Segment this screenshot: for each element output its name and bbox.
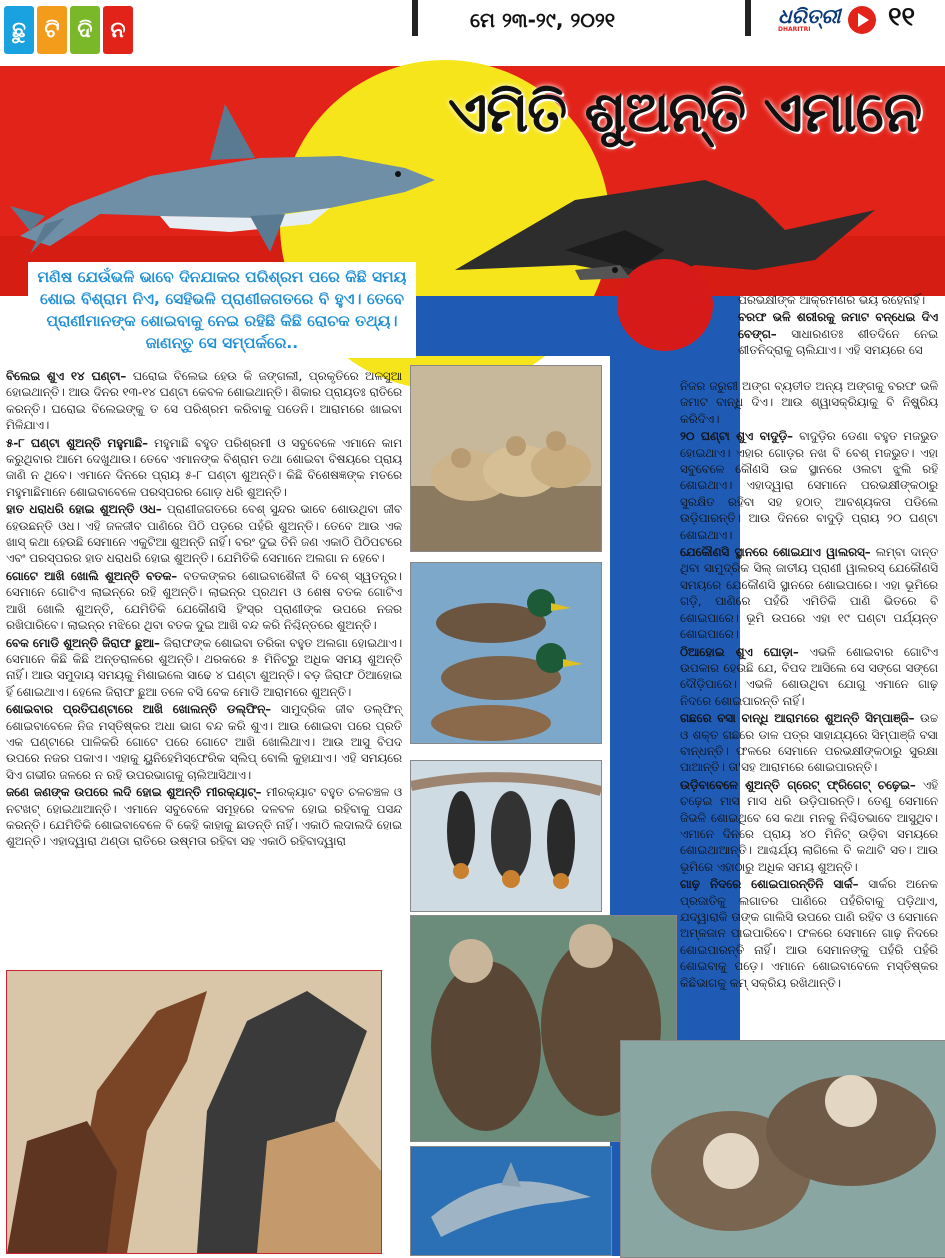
brand-logo xyxy=(778,4,840,33)
paragraph-heading: ବେକ ମୋଡି ଶୁଅନ୍ତି ଜିରାଫ ଛୁଆ– xyxy=(6,635,160,650)
shark-illustration xyxy=(10,96,440,256)
article-paragraph xyxy=(6,568,402,634)
article-paragraph xyxy=(680,644,938,710)
headline: ଏମିତି ଶୁଅନ୍ତି ଏମାନେ xyxy=(448,80,922,145)
paragraph-heading: ଶୋଇବାର ପ୍ରତିଘଣ୍ଟାରେ ଆଖି ଖୋଲନ୍ତି ଡଲ୍‌ଫିନ୍– xyxy=(6,702,272,717)
section-tile: ଛୁ xyxy=(4,6,34,54)
article-paragraph xyxy=(680,428,938,543)
article-paragraph xyxy=(6,784,402,850)
paragraph-text: ସାଧାରଣତଃ ଶୀତଦିନେ ନେଇ ଶୀତନିଦ୍ରାକୁ ଚାଲିଯାଏ। ଏହି ସମୟରେ ସେ xyxy=(738,326,938,358)
paragraph-text: ପ୍ରାଣୀଜଗତରେ ବେଶ୍ ସୁନ୍ଦର ଭାବେ ଶୋଉଥିବା ଜୀବ ହେଉଛନ୍ତି ଓଧ। ଏହି ଜଳଜୀବ ପାଣିରେ ପିଠି ପଡ଼ରେ ପହଁରି ଶୁଅନ୍ତି। ତେବେ ଆଉ ଏକ ଖାସ୍ କଥା ହେଉଛି ସେମାନେ ଏକୁଟିଆ ଶୁଅନ୍ତି ନାହିଁ। ବରଂ ଦୁଇ ତିନି ଜଣ ଏକାଠି ପିଠିପଟରେ ଏବଂ ପରସ୍ପରର ହାତ ଧରାଧରି ହୋଇ ଶୁଅନ୍ତି। ଯେମିତିକି ସେମାନେ ଅଲଗା ନ ହେବେ। xyxy=(6,502,402,566)
paragraph-heading: ବିଲେଇ ଶୁଏ ୧୪ ଘଣ୍ଟା– xyxy=(6,369,127,383)
paragraph-text: ବାଦୁଡ଼ିର ଡେଣା ବହୁତ ମଜଭୁତ ହୋଇଥାଏ। ଏହାର ଗୋଡ଼ର ନଖ ବି ବେଶ୍ ମଜଭୁତ। ଏହା ସବୁବେଳେ କୌଣସି ଉଚ୍ଚ ସ୍ଥାନରେ ଓଲଟା ଝୁଲି ରହି ଶୋଇଥାଏ। ଏହାଦ୍ୱାରା ସେମାନେ ପରଭକ୍ଷୀଙ୍କଠାରୁ ସୁରକ୍ଷିତ ରହିବା ସହ ହଠାତ୍ ଆବଶ୍ୟକତା ପଡିଲେ ଉଡ଼ିପାରନ୍ତି। ଆଉ ଦିନରେ ବାଦୁଡ଼ି ପ୍ରାୟ ୨୦ ଘଣ୍ଟା ଶୋଇଥାଏ। xyxy=(680,429,938,542)
horses-photo xyxy=(6,970,382,1254)
paragraph-text: ନିଜର ଜରୁରୀ ଅଙ୍ଗ ବ୍ୟତୀତ ଅନ୍ୟ ଅଙ୍ଗକୁ ବରଫ ଭଳି ଜମାଟ ବାନ୍ଧି ଦିଏ। ଆଉ ଶ୍ୱାସକ୍ରିୟାକୁ ବି ନିଷ୍କ୍ରିୟ କରିଦିଏ। xyxy=(680,379,938,426)
section-tile: ଦି xyxy=(70,6,100,54)
paragraph-heading: ୫-୮ ଘଣ୍ଟା ଶୁଅନ୍ତି ମହୁମାଛି– xyxy=(6,435,148,450)
intro-blurb: ମଣିଷ ଯେଉଁଭଳି ଭାବେ ଦିନଯାକର ପରିଶ୍ରମ ପରେ କିଛି ସମୟ ଶୋଇ ବିଶ୍ରାମ ନିଏ, ସେହିଭଳି ପ୍ରାଣୀଜଗତରେ ବି ହୁଏ। ତେବେ ପ୍ରାଣୀମାନଙ୍କ ଶୋଇବାକୁ ନେଇ ରହିଛି କିଛି ରୋଚକ ତଥ୍ୟ। ଜାଣନ୍ତୁ ସେ ସମ୍ପର୍କରେ.. xyxy=(28,262,416,358)
paragraph-text: ଜିରାଫଙ୍କ ଶୋଇବା ତରିକା ବହୁତ ଅଲଗା ହୋଇଥାଏ। ସେମାନେ କିଛି କିଛି ଅନ୍ତରାଳରେ ଶୁଅନ୍ତି। ଥରକରେ ୫ ମିନିଟ୍‌ରୁ ଅଧିକ ସମୟ ଶୁଅନ୍ତି ନାହିଁ। ଆଉ ସମୁଦାୟ ସମୟକୁ ମିଶାଇଲେ ସାଢେ ୪ ଘଣ୍ଟା ଶୁଅନ୍ତି। ବଡ଼ ଜିରାଫ ଠିଆହୋଇ ହିଁ ଶୋଇଥାଏ। ହେଲେ ଜିରାଫ ଛୁଆ ତଳେ ବସି ବେକ ମୋଡି ଆରାମରେ ଶୁଅନ୍ତି। xyxy=(6,635,402,699)
paragraph-heading: ହାତ ଧରାଧରି ହୋଇ ଶୁଅନ୍ତି ଓଧ– xyxy=(6,502,162,517)
paragraph-heading: ଯେକୌଣସି ସ୍ଥାନରେ ଶୋଇଯାଏ ୱାଲରସ୍– xyxy=(680,545,871,560)
paragraph-heading: ବରଫ ଭଳି ଶରୀରକୁ ଜମାଟ ବନ୍ଧେଇ ଦିଏ ବେଙ୍ଗ– xyxy=(738,310,938,341)
paragraph-text: ସାର୍କର ଅନେକ ପ୍ରଜାତିକୁ ଲଗାତର ପାଣିରେ ପହଁରିବାକୁ ପଡ଼ିଥାଏ, ଯଦ୍ୱାରାକି ତାଙ୍କ ଗାଲିସି ଉପରେ ପାଣି ରହିବ ଓ ସେମାନେ ଅମ୍ଳଜାନ ପାଇପାରିବେ। ଫଳରେ ସେମାନେ ଗାଢ଼ ନିଦରେ ଶୋଇପାରନ୍ତି ନାହିଁ। ଆଉ ସେମାନଙ୍କୁ ପହଁରି ପହଁରି ଶୋଇବାକୁ ପଡ଼େ। ଏମାନେ ଶୋଇବାବେଳେ ମସ୍ତିଷ୍କର କିଛିଭାଗକୁ କମ୍ ସକ୍ରିୟ ରଖିଥାନ୍ତି। xyxy=(680,877,938,990)
article-paragraph xyxy=(6,368,402,434)
paragraph-text: ବତକଙ୍କର ଶୋଇବାଶୈଳୀ ବି ବେଶ୍ ସ୍ୱତନ୍ତ୍ର। ସେମାନେ ଗୋଟିଏ ଲାଇନ୍‌ରେ ରହି ଶୁଅନ୍ତି। ଲାଇନ୍‌ର ପ୍ରଥମ ଓ ଶେଷ ବତକ ଗୋଟିଏ ଆଖି ଖୋଲି ଶୁଅନ୍ତି, ଯେମିତିକି ଯେକୌଣସି ହିଂସ୍ର ପ୍ରାଣୀଙ୍କ ଉପରେ ନଜର ରଖିପାରିବେ। ଲାଇନ୍‌ର ମଝିରେ ଥିବା ବତକ ଦୁଇ ଆଖି ବନ୍ଦ କରି ନିଶ୍ଚିନ୍ତରେ ଶୁଅନ୍ତି। xyxy=(6,568,402,633)
article-paragraph xyxy=(680,544,938,642)
paragraph-heading: ଗୋଟେ ଆଖି ଖୋଲି ଶୁଅନ୍ତି ବତକ– xyxy=(6,568,178,583)
paragraph-text: ଘରୋଇ ବିଲେଇ ହେଉ କି ଜଙ୍ଗଲୀ, ପ୍ରକୃତିରେ ଅଳସୁଆ ହୋଇଥାନ୍ତି। ଆଉ ଦିନର ୧୩-୧୪ ଘଣ୍ଟା କେବଳ ଶୋଇଥାନ୍ତି। ଶିକାର ପ୍ରାୟତଃ ରାତିରେ କରନ୍ତି। ଘରୋଇ ବିଲେଇଙ୍କୁ ତ ସେ ପରିଶ୍ରମ କରିବାକୁ ପଡେନି। ଆରାମରେ ଖାଇବା ମିଳିଯାଏ। xyxy=(6,369,402,433)
issue-date: ମେ ୨୩-୨୯, ୨୦୨୧ xyxy=(470,8,616,32)
otters-holding-photo xyxy=(620,1040,945,1258)
paragraph-text: ଏଭଳି ଶୋଇବାର ଗୋଟିଏ ଉପକାର ହେଉଛି ଯେ, ବିପଦ ଆସିଲେ ସେ ସଙ୍ଗେ ସଙ୍ଗେ ଦୌଡ଼ିପାରେ। ଏଭଳି ଶୋଉଥିବା ଯୋଗୁ ଏମାନେ ଗାଢ଼ ନିଦରେ ଶୋଇପାରନ୍ତି ନାହିଁ। xyxy=(680,644,939,708)
paragraph-text: ଉଚ୍ଚ ଓ ଶକ୍ତ ଗଛରେ ଡାଳ ପତ୍ର ସାହାଯ୍ୟରେ ସିମ୍ପାଞ୍ଜି ବସା ବାନ୍ଧନ୍ତି। ଫଳରେ ସେମାନେ ପରଭକ୍ଷୀଙ୍କଠାରୁ ସୁରକ୍ଷା ପାଆନ୍ତି। ତା'ସହ ଆରାମରେ ଶୋଇପାରନ୍ତି। xyxy=(680,711,938,775)
article-paragraph xyxy=(6,701,402,783)
article-paragraph xyxy=(680,378,938,427)
play-icon xyxy=(848,6,876,34)
section-title xyxy=(4,6,133,54)
section-tile: ନ xyxy=(103,6,133,54)
header-divider xyxy=(412,0,418,36)
article-paragraph xyxy=(680,876,938,991)
paragraph-heading: ଗଛରେ ବସା ବାନ୍ଧି ଆରାମରେ ଶୁଅନ୍ତି ସିମ୍ପାଞ୍ଜି– xyxy=(680,711,915,726)
header-divider xyxy=(745,0,751,36)
bats-photo xyxy=(410,760,602,912)
brand-sub: DHARITRI xyxy=(778,26,811,33)
paragraph-text: ଲମ୍ବା ଦାନ୍ତ ଥିବା ସାମୁଦ୍ରିକ ସିଲ୍ ଜାତୀୟ ପ୍ରାଣୀ ୱାଲରସ୍ ଯେକୌଣସି ସମୟରେ ଯେକୌଣସି ସ୍ଥାନରେ ଶୋଇପାରେ। ଏହା ଭୂମିରେ ଗଡ଼ି, ପାଣିରେ ପହଁରି ଏମିତିକି ପାଣି ଭିତରେ ବି ଶୋଇପାରେ। ଭୂମି ଉପରେ ଏହା ୧୯ ଘଣ୍ଟା ପର୍ଯ୍ୟନ୍ତ ଶୋଇପାରେ। xyxy=(680,545,938,642)
brand-name: ଧରିତ୍ରୀ xyxy=(778,4,841,28)
right-article-column xyxy=(680,378,938,992)
page-number: ୧୧ xyxy=(888,2,916,32)
article-paragraph xyxy=(6,435,402,501)
left-article-column xyxy=(6,368,402,851)
paragraph-heading: ୨୦ ଘଣ୍ଟା ଶୁଏ ବାଦୁଡ଼ି– xyxy=(680,429,794,444)
paragraph-heading: ଗାଢ଼ ନିଦରେ ଶୋଇପାରନ୍ତିନି ସାର୍କ– xyxy=(680,877,859,892)
dolphin-photo xyxy=(410,1146,612,1256)
article-paragraph xyxy=(6,635,402,701)
paragraph-text: ମହୁମାଛି ବହୁତ ପରିଶ୍ରମୀ ଓ ସବୁବେଳେ ଏମାନେ କାମ କରୁଥିବାର ଆମେ ଦେଖୁଥାଉ। ତେବେ ଏମାନଙ୍କ ବିଶ୍ରାମ ତଥା ଶୋଇବା ବିଷୟରେ ପ୍ରାୟ ଜାଣି ନ ଥିବେ। ଏମାନେ ଦିନରେ ପ୍ରାୟ ୫-୮ ଘଣ୍ଟା ଶୁଅନ୍ତି। କିଛି ବିଶେଷଜ୍ଞଙ୍କ ମତରେ ମହୁମାଛିମାନେ ଶୋଇବାବେଳେ ପରସ୍ପରର ଗୋଡ଼ ଧରି ଶୁଅନ୍ତି। xyxy=(6,435,402,499)
paragraph-heading: ଠିଆହୋଇ ଶୁଏ ଘୋଡ଼ା– xyxy=(680,644,799,659)
article-paragraph xyxy=(680,710,938,776)
paragraph-heading: ଜଣେ ଜଣଙ୍କ ଉପରେ ଲଦି ହୋଇ ଶୁଅନ୍ତି ମୀରକ୍ୟାଟ୍– xyxy=(6,785,262,800)
paragraph-text: ପରଭକ୍ଷୀଙ୍କ ଆକ୍ରମଣର ଭୟ ରହେନାହିଁ। xyxy=(738,293,926,307)
paragraph-text: ମୀରକ୍ୟାଟ ବହୁତ ଚଳଚଞ୍ଚଳ ଓ ନଟଖଟ୍ ହୋଇଥାଆନ୍ତି। ଏମାନେ ସବୁବେଳେ ସମୂହରେ ଦଳବଳ ହୋଇ ରହିବାକୁ ପସନ୍ଦ କରନ୍ତି। ଯେମିତିକି ଶୋଇବାବେଳେ ବି କେହି କାହାକୁ ଛାଡନ୍ତି ନାହିଁ। ଏକାଠି ଲଦାଲଦି ହୋଇ ଶୁଅନ୍ତି। ଏହାଦ୍ୱାରା ଥଣ୍ଡା ରାତିରେ ଉଷ୍ମତା ରହିବା ସହ ଏକାଠି ରହିବାଦ୍ୱାରା xyxy=(6,785,403,849)
article-paragraph xyxy=(738,309,938,358)
article-paragraph xyxy=(680,777,938,875)
paragraph-text: ଏହି ଚଢ଼େଇ ମାସ ମାସ ଧରି ଉଡ଼ିପାରନ୍ତି। ତେଣୁ ସେମାନେ ଜିଭଳି ଶୋଇଥିବେ ସେ କଥା ମନକୁ ନିଶ୍ଚିତଭାବେ ଆସୁଥିବ। ଏମାନେ ଦିନରେ ପ୍ରାୟ ୪୦ ମିନିଟ୍ ଉଡ଼ିବା ସମୟରେ ଶୋଇଥାଆନ୍ତି। ଆଶ୍ଚର୍ଯ୍ୟ ଲାଗିଲେ ବି କଥାଟି ସତ। ଆଉ ଭୂମିରେ ଏହାଠାରୁ ଅଧିକ ସମୟ ଶୁଅନ୍ତି। xyxy=(680,777,939,874)
article-paragraph xyxy=(738,292,938,308)
paragraph-text: ସାମୁଦ୍ରିକ ଜୀବ ଡଲ୍‌ଫିନ୍ ଶୋଇବାବେଳେ ନିଜ ମସ୍ତିଷ୍କର ଅଧା ଭାଗ ବନ୍ଦ କରି ଶୁଏ। ଆଉ ଶୋଇବା ପରେ ପ୍ରତି ଏକ ଘଣ୍ଟାରେ ପାଳିକରି ଗୋଟେ ପରେ ଗୋଟେ ଆଖି ଖୋଲିଥାଏ। ଆଉ ଆସୁ ବିପଦ ଉପରେ ନଜର ପକାଏ। ଏହାକୁ ୟୁନିହେମିସ୍ଫେରିକ ସ୍ଲିପ୍ ବୋଲି କୁହାଯାଏ। ଏହି ସମୟରେ ସିଏ ଗଭୀର ଜଳରେ ନ ରହି ଉପରଭାଗକୁ ଚାଲିଆସିଥାଏ। xyxy=(6,702,402,782)
article-paragraph xyxy=(6,501,402,567)
paragraph-heading: ଉଡ଼ିବାବେଳେ ଶୁଅନ୍ତି ଗ୍ରେଟ୍ ଫ୍ରିଗେଟ୍ ଚଢ଼େଇ– xyxy=(680,777,916,792)
meerkats-photo xyxy=(410,365,602,552)
right-top-text xyxy=(738,292,938,360)
ducks-photo xyxy=(410,562,602,744)
section-tile: ଟି xyxy=(37,6,67,54)
